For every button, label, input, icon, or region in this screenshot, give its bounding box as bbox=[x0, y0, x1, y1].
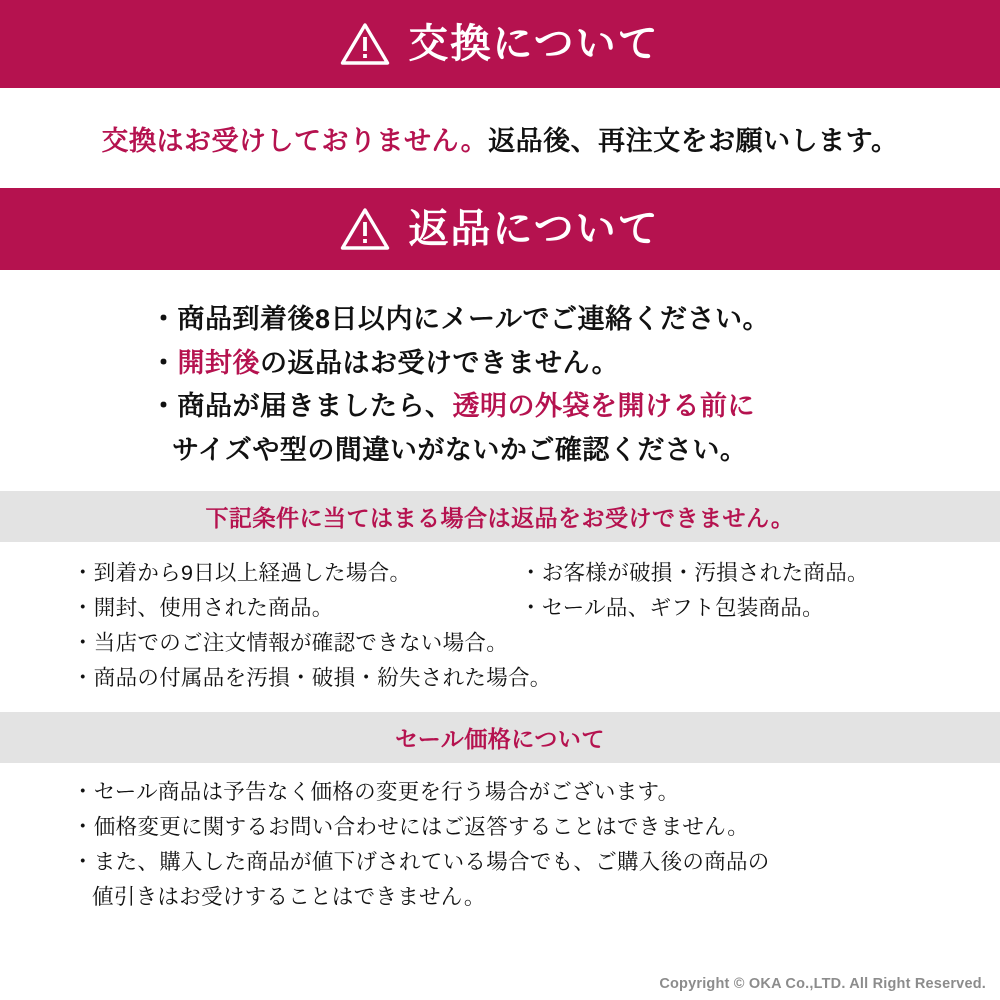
conditions-left-column bbox=[0, 556, 552, 696]
bullet-2-part-1: ・ bbox=[150, 347, 178, 378]
return-body-panel bbox=[0, 270, 1000, 1000]
bullet-3-line1-accent: 透明の外袋を開ける前に bbox=[452, 391, 755, 422]
warning-triangle-icon bbox=[340, 22, 390, 66]
exchange-body-prefix: 交換はお受けしておりません。 bbox=[101, 125, 489, 156]
bullet-1-part-1: ・商品到着後 bbox=[150, 304, 315, 334]
list-item: ・セール品、ギフト包装商品。 bbox=[520, 595, 824, 620]
return-header bbox=[0, 188, 1000, 270]
conditions-columns bbox=[0, 542, 1000, 702]
conditions-heading: 下記条件に当てはまる場合は返品をお受けできません。 bbox=[0, 491, 1000, 542]
list-item: ・到着から9日以上経過した場合。 bbox=[72, 560, 412, 585]
sale-price-heading: セール価格について bbox=[0, 712, 1000, 763]
return-bullet-list bbox=[0, 298, 1000, 473]
bullet-3-line1-plain: ・商品が届きましたら、 bbox=[150, 391, 453, 422]
list-item: ・お客様が破損・汚損された商品。 bbox=[520, 560, 869, 585]
list-item bbox=[72, 775, 1000, 810]
list-item bbox=[150, 385, 1000, 472]
exchange-title: 交換について bbox=[408, 22, 660, 66]
bullet-3-line2: サイズや型の間違いがないかご確認ください。 bbox=[172, 435, 748, 466]
sale-price-list bbox=[0, 763, 1000, 915]
bullet-2-part-3: の返品はお受けできません。 bbox=[260, 347, 620, 378]
copyright-text: Copyright © OKA Co.,LTD. All Right Reserved. bbox=[659, 976, 986, 992]
list-item: ・当店でのご注文情報が確認できない場合。 bbox=[72, 631, 509, 655]
exchange-header bbox=[0, 0, 1000, 88]
exchange-body-text bbox=[102, 119, 899, 158]
conditions-right-column bbox=[510, 556, 1000, 696]
list-item bbox=[150, 298, 1000, 342]
list-item bbox=[72, 845, 1000, 915]
list-item bbox=[150, 342, 1000, 386]
list-item bbox=[72, 810, 1000, 845]
bullet-1-part-3: にメールでご連絡ください。 bbox=[413, 304, 770, 334]
list-item: ・商品の付属品を汚損・破損・紛失された場合。 bbox=[72, 666, 552, 691]
sale-item-2-line1: ・価格変更に関するお問い合わせにはご返答することはできません。 bbox=[72, 815, 750, 840]
sale-item-3-line2: 値引きはお受けすることはできません。 bbox=[92, 885, 486, 910]
exchange-body-suffix: 返品後、再注文をお願いします。 bbox=[488, 125, 899, 156]
sale-item-3-line1: ・また、購入した商品が値下げされている場合でも、ご購入後の商品の bbox=[72, 850, 770, 875]
list-item: ・開封、使用された商品。 bbox=[72, 595, 334, 620]
sale-item-1-line1: ・セール商品は予告なく価格の変更を行う場合がございます。 bbox=[72, 780, 680, 805]
bullet-2-part-2: 開封後 bbox=[177, 347, 260, 378]
bullet-1-part-2: 8日以内 bbox=[315, 304, 414, 334]
return-title: 返品について bbox=[408, 207, 660, 251]
warning-triangle-icon bbox=[340, 207, 390, 251]
exchange-body-panel bbox=[0, 88, 1000, 188]
